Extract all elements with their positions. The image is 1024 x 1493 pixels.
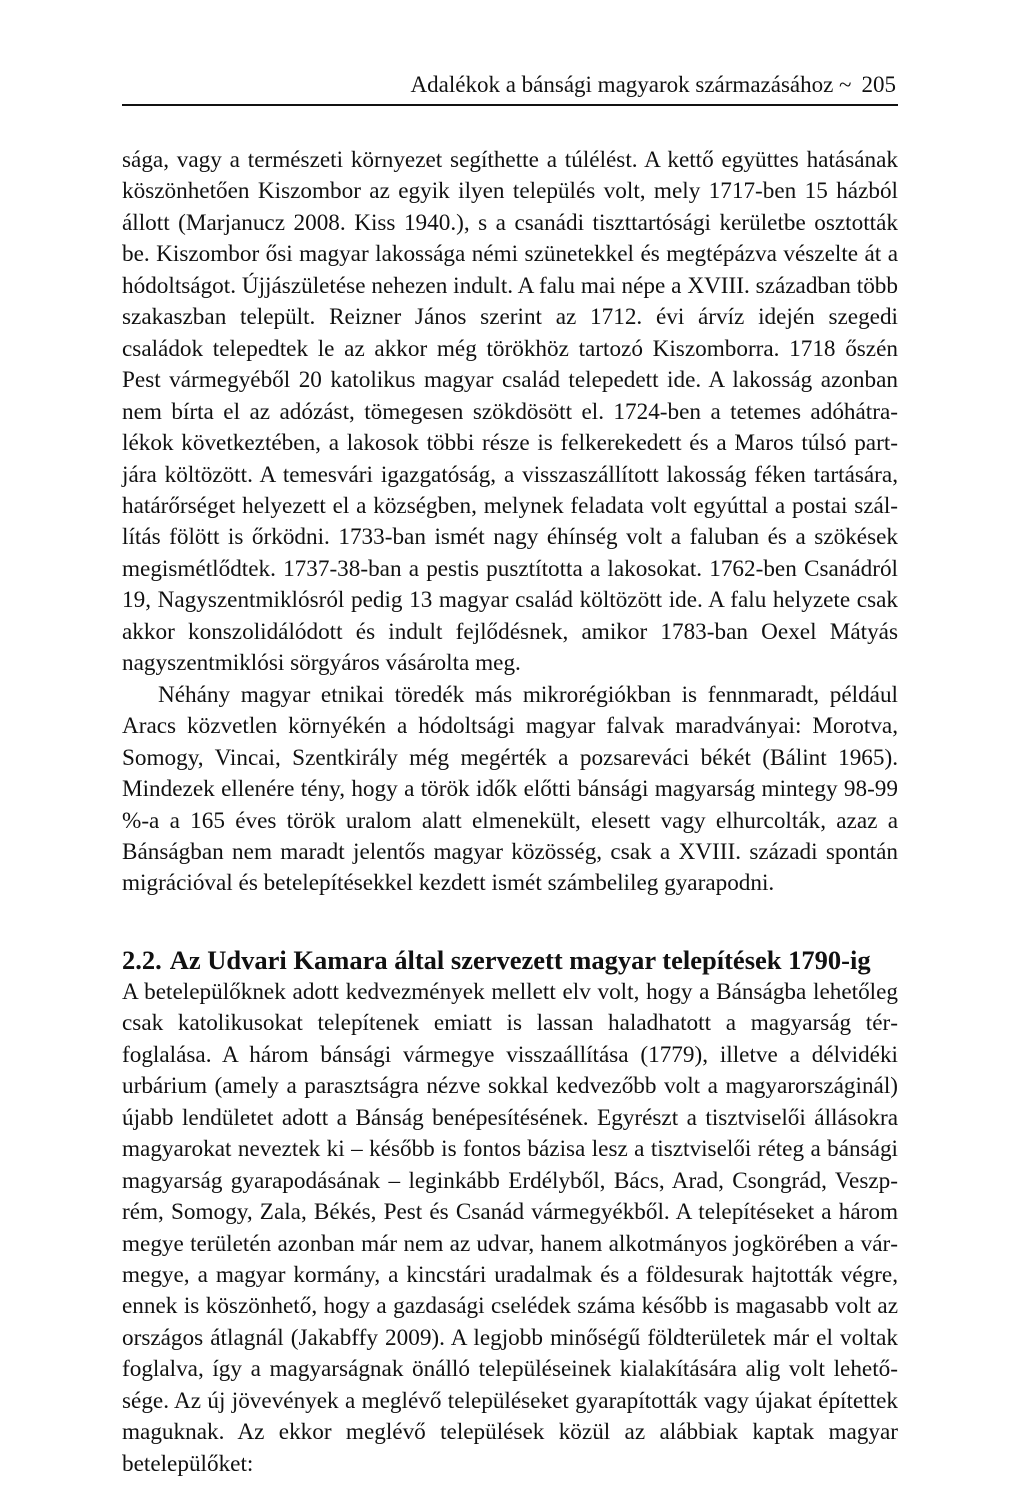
section-heading [122, 944, 898, 977]
book-page [122, 70, 898, 1480]
section-title: Az Udvari Kamara által szervezett magyar telepítések 1790-ig [169, 944, 871, 975]
running-header-title: Adalékok a bánsági magyarok származásához ~ [410, 72, 852, 97]
header-rule [122, 104, 898, 106]
section-number: 2.2. [122, 944, 162, 975]
paragraph-1: sága, vagy a természeti környezet segíthette a túlélést. A kettő együttes hatásának köszönhetően Kiszombor az egyik ilyen település volt, mely 1717-ben 15 házból állott (Marjanucz 2008. Kiss 1940.), s a csanádi tiszttartósági kerületbe osztották be. Kiszombor ősi magyar lakossága némi szünetekkel és megtépázva vészelte át a hódoltságot. Újjászületése nehezen indult. A falu mai népe a XVIII. században több szakaszban települt. Reizner János szerint az 1712. évi árvíz idején szegedi családok telepedtek le az akkor még törökhöz tartozó Kiszomborra. 1718 őszén Pest vármegyéből 20 katolikus magyar család telepedett ide. A lakosság azonban nem bírta el az adózást, tömegesen szökdösött el. 1724-ben a tetemes adóhátralékok következtében, a lakosok többi része is felkerekedett és a Maros túlsó partjára költözött. A temesvári igazgatóság, a visszaszállított lakosság féken tartására, határőrséget helyezett el a községben, melynek feladata volt egyúttal a postai szállítás fölött is őrködni. 1733-ban ismét nagy éhínség volt a faluban és a szökések megismétlődtek. 1737-38-ban a pestis pusztította a lakosokat. 1762-ben Csanádról 19, Nagyszentmiklósról pedig 13 magyar család költözött ide. A falu helyzete csak akkor konszolidálódott és indult fejlődésnek, amikor 1783-ban Oexel Mátyás nagyszentmiklósi sörgyáros vásárolta meg. [122, 147, 898, 677]
paragraph-2: Néhány magyar etnikai töredék más mikrorégiókban is fennmaradt, például Aracs közvetlen környékén a hódoltsági magyar falvak maradványai: Morotva, Somogy, Vincai, Szentkirály még megérték a pozsareváci békét (Bálint 1965). Mindezek ellenére tény, hogy a török idők előtti bánsági magyarság mintegy 98-99 %-a a 165 éves török uralom alatt elmenekült, elesett vagy elhurcolták, azaz a Bánságban nem maradt jelentős magyar közösség, csak a XVIII. századi spontán migrációval és betelepítésekkel kezdett ismét számbelileg gyarapodni. [122, 681, 898, 897]
running-header [122, 70, 898, 100]
section-paragraph: A betelepülőknek adott kedvezmények mellett elv volt, hogy a Bánságba lehetőleg csak katolikusokat telepítenek emiatt is lassan haladhatott a magyarság térfoglalása. A három bánsági vármegye visszaállítása (1779), illetve a délvidéki urbárium (amely a parasztságra nézve sokkal kedvezőbb volt a magyarországinál) újabb lendületet adott a Bánság benépesítésének. Egyrészt a tisztviselői állásokra magyarokat neveztek ki – később is fontos bázisa lesz a tisztviselői réteg a bánsági magyarság gyarapodásának – leginkább Erdélyből, Bács, Arad, Csongrád, Veszprém, Somogy, Zala, Békés, Pest és Csanád vármegyékből. A telepítéseket a három megye területén azonban már nem az udvar, hanem alkotmányos jogkörében a vármegye, a magyar kormány, a kincstári uradalmak és a földesurak hajtották végre, ennek is köszönhető, hogy a gazdasági cselédek száma később is magasabb volt az országos átlagnál (Jakabffy 2009). A legjobb minőségű földterületek már el voltak foglalva, így a magyarságnak önálló településeinek kialakítására alig volt lehetősége. Az új jövevények a meglévő településeket gyarapították vagy újakat építettek maguknak. Az ekkor meglévő települések közül az alábbiak kaptak magyar betelepülőket: [122, 978, 898, 1477]
page-number: 205 [861, 72, 896, 97]
